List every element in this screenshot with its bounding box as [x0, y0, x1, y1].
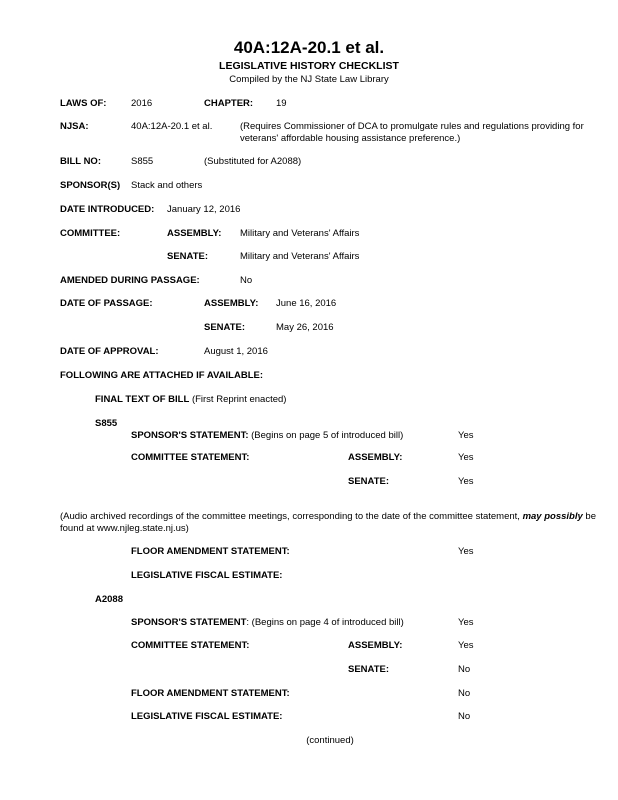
s855-floor-value: Yes — [458, 546, 474, 557]
compiled-by: Compiled by the NJ State Law Library — [229, 74, 389, 85]
a2088-sponsor-line — [131, 617, 404, 628]
passage-senate-label: SENATE: — [204, 322, 245, 333]
committee-senate-label: SENATE: — [167, 251, 208, 262]
committee-assembly-label: ASSEMBLY: — [167, 228, 222, 239]
s855-assembly-value: Yes — [458, 452, 474, 463]
final-text-line — [95, 394, 286, 405]
s855-fiscal-label: LEGISLATIVE FISCAL ESTIMATE: — [131, 570, 283, 581]
s855-sponsor-label: SPONSOR'S STATEMENT: — [131, 430, 249, 441]
a2088-sponsor-value: Yes — [458, 617, 474, 628]
chapter-label: CHAPTER: — [204, 98, 254, 109]
njsa-value: 40A:12A-20.1 et al. — [131, 121, 213, 132]
passage-assembly-label: ASSEMBLY: — [204, 298, 259, 309]
document-title: 40A:12A-20.1 et al. — [233, 38, 385, 57]
s855-senate-label: SENATE: — [348, 476, 389, 487]
document-subtitle: LEGISLATIVE HISTORY CHECKLIST — [219, 60, 399, 72]
s855-sponsor-note: (Begins on page 5 of introduced bill) — [251, 430, 404, 441]
passage-assembly-value: June 16, 2016 — [276, 298, 337, 309]
committee-senate-value: Military and Veterans' Affairs — [240, 251, 360, 262]
amended-value: No — [240, 275, 253, 286]
a2088-fiscal-label: LEGISLATIVE FISCAL ESTIMATE: — [131, 711, 283, 722]
s855-heading: S855 — [95, 418, 118, 429]
s855-senate-value: Yes — [458, 476, 474, 487]
a2088-committee-label: COMMITTEE STATEMENT: — [131, 640, 250, 651]
audio-note-link-text: be found at www.njleg.state.nj.us) — [60, 511, 596, 534]
bill-no-value: S855 — [131, 156, 154, 167]
a2088-floor-label: FLOOR AMENDMENT STATEMENT: — [131, 688, 290, 699]
s855-sponsor-value: Yes — [458, 430, 474, 441]
a2088-senate-value: No — [458, 664, 471, 675]
bill-substitution-note: (Substituted for A2088) — [204, 156, 302, 167]
bill-no-label: BILL NO: — [60, 156, 101, 167]
sponsors-label: SPONSOR(S) — [60, 180, 121, 191]
a2088-assembly-label: ASSEMBLY: — [348, 640, 403, 651]
a2088-senate-label: SENATE: — [348, 664, 389, 675]
final-text-note: (First Reprint enacted) — [191, 394, 287, 405]
final-text-label: FINAL TEXT OF BILL — [95, 394, 190, 405]
a2088-fiscal-value: No — [458, 711, 471, 722]
s855-committee-label: COMMITTEE STATEMENT: — [131, 452, 250, 463]
a2088-floor-value: No — [458, 688, 471, 699]
attached-heading: FOLLOWING ARE ATTACHED IF AVAILABLE: — [60, 370, 263, 381]
committee-assembly-value: Military and Veterans' Affairs — [240, 228, 360, 239]
date-introduced-label: DATE INTRODUCED: — [60, 204, 155, 215]
approval-value: August 1, 2016 — [204, 346, 268, 357]
sponsors-value: Stack and others — [131, 180, 203, 191]
s855-floor-label: FLOOR AMENDMENT STATEMENT: — [131, 546, 290, 557]
laws-of-label: LAWS OF: — [60, 98, 107, 109]
committee-label: COMMITTEE: — [60, 228, 121, 239]
passage-label: DATE OF PASSAGE: — [60, 298, 153, 309]
laws-of-value: 2016 — [131, 98, 153, 109]
a2088-sponsor-label: SPONSOR'S STATEMENT — [131, 617, 247, 628]
s855-sponsor-line — [131, 430, 403, 441]
a2088-assembly-value: Yes — [458, 640, 474, 651]
audio-note-text: (Audio archived recordings of the committee meetings, corresponding to the date of the committee statement, — [60, 511, 523, 522]
s855-assembly-label: ASSEMBLY: — [348, 452, 403, 463]
continued-note: (continued) — [306, 735, 354, 746]
chapter-value: 19 — [276, 98, 287, 109]
njsa-label: NJSA: — [60, 121, 89, 132]
a2088-sponsor-note: : (Begins on page 4 of introduced bill) — [246, 617, 404, 628]
approval-label: DATE OF APPROVAL: — [60, 346, 159, 357]
audio-note — [60, 511, 608, 535]
passage-senate-value: May 26, 2016 — [276, 322, 334, 333]
njsa-description: (Requires Commissioner of DCA to promulgate rules and regulations providing for veterans' affordable housing assistance preference.) — [240, 121, 584, 144]
a2088-heading: A2088 — [95, 594, 123, 605]
amended-label: AMENDED DURING PASSAGE: — [60, 275, 200, 286]
audio-note-emphasis: may possibly — [522, 511, 583, 522]
date-introduced-value: January 12, 2016 — [167, 204, 241, 215]
